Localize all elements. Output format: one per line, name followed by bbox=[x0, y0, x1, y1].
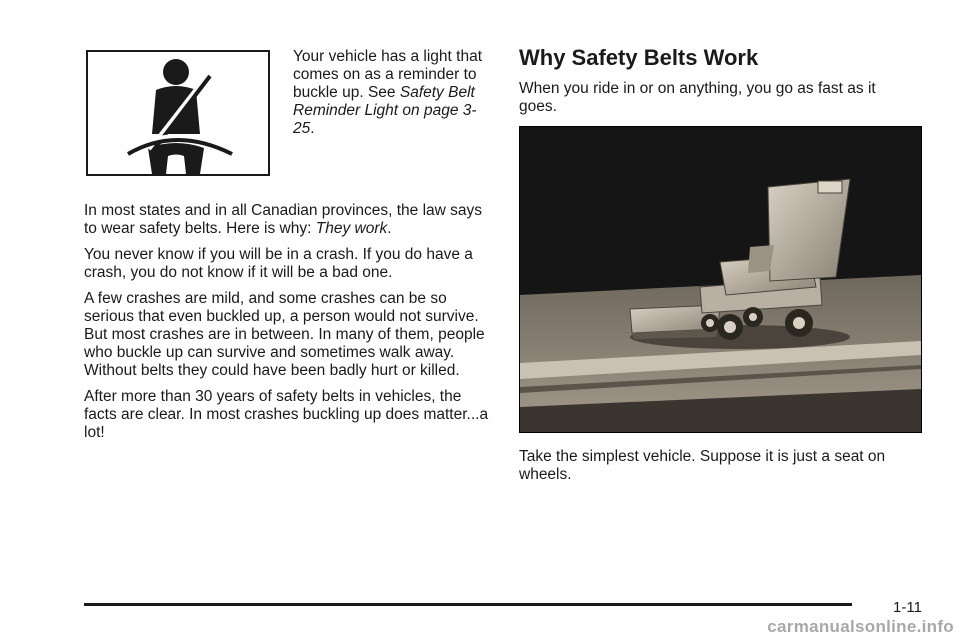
reminder-text: Your vehicle has a light that comes on as a reminder to buckle up. See bbox=[293, 48, 482, 101]
paragraph-law bbox=[84, 202, 496, 238]
paragraph-mild-crashes: A few crashes are mild, and some crashes can be so serious that even buckled up, a person would not survive. But most crashes are in between. In many of them, people who buckle up can survive and sometimes walk away. Without belts they could have been badly hurt or killed. bbox=[84, 290, 485, 379]
seat-on-wheels-illustration bbox=[520, 127, 921, 432]
paragraph-law-emphasis: They work bbox=[315, 220, 388, 237]
seat-on-wheels-photo bbox=[519, 126, 922, 433]
reminder-link[interactable]: Safety Belt Reminder Light on page 3-25 bbox=[293, 84, 477, 137]
reminder-end: . bbox=[310, 120, 315, 137]
footer-rule bbox=[84, 603, 852, 606]
section-heading: Why Safety Belts Work bbox=[519, 45, 759, 70]
paragraph-law-end: . bbox=[387, 220, 392, 237]
paragraph-crash: You never know if you will be in a crash. If you do have a crash, you do not know if it will be a bad one. bbox=[84, 246, 473, 281]
intro-paragraph: When you ride in or on anything, you go as fast as it goes. bbox=[519, 80, 876, 115]
paragraph-facts: After more than 30 years of safety belts in vehicles, the facts are clear. In most crashes buckling up does matter...a lot! bbox=[84, 388, 489, 441]
seat-belt-person-icon bbox=[88, 52, 268, 174]
page-number: 1-11 bbox=[893, 599, 922, 616]
photo-caption: Take the simplest vehicle. Suppose it is just a seat on wheels. bbox=[519, 448, 886, 483]
paragraph-law-text: In most states and in all Canadian provinces, the law says to wear safety belts. Here is why: bbox=[84, 202, 483, 237]
seat-belt-reminder-icon bbox=[86, 50, 270, 176]
reminder-paragraph bbox=[293, 48, 498, 138]
watermark: carmanualsonline.info bbox=[767, 617, 954, 636]
left-column bbox=[84, 202, 496, 450]
